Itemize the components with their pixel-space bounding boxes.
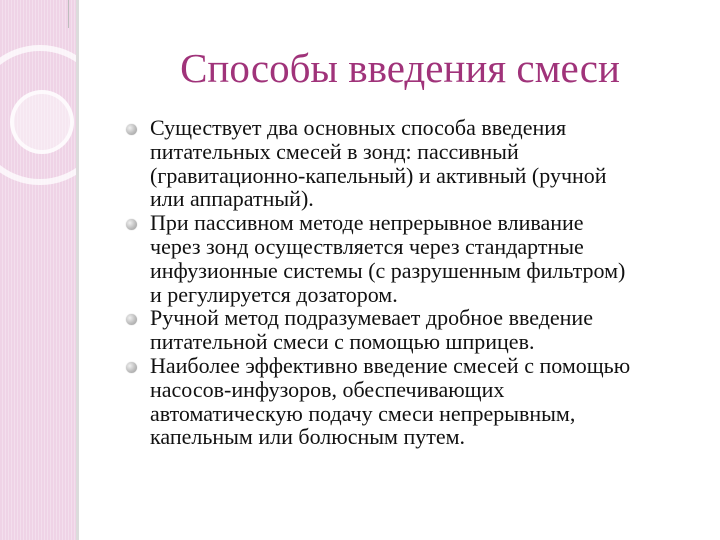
- bullet-item: [126, 116, 706, 211]
- slide-title: Способы введения смеси: [180, 45, 620, 91]
- bullet-item: [126, 354, 706, 449]
- bullet-dot-icon: [126, 362, 137, 373]
- bullet-item: [126, 211, 706, 306]
- ring-decoration-small: [10, 90, 74, 154]
- bullet-list: [126, 116, 706, 449]
- bullet-text: Ручной метод подразумевает дробное введение питательной смеси с помощью шприцев.: [150, 305, 593, 355]
- bullet-text: При пассивном методе непрерывное вливание через зонд осуществляется через стандартные инфузионные системы (с разрушенным фильтром) и регулируется дозатором.: [150, 210, 626, 307]
- bullet-dot-icon: [126, 124, 137, 135]
- bullet-dot-icon: [126, 219, 137, 230]
- bullet-text: Наиболее эффективно введение смесей с помощью насосов-инфузоров, обеспечивающих автоматическую подачу смеси непрерывным, капельным или болюсным путем.: [150, 352, 631, 450]
- bullet-text: Существует два основных способа введения питательных смесей в зонд: пассивный (гравитационно-капельный) и активный (ручной или аппаратный).: [150, 115, 607, 212]
- bullet-dot-icon: [126, 314, 137, 325]
- side-decor-panel: [0, 0, 78, 540]
- bullet-item: [126, 306, 706, 354]
- corner-line: [68, 0, 69, 28]
- panel-edge: [76, 0, 79, 540]
